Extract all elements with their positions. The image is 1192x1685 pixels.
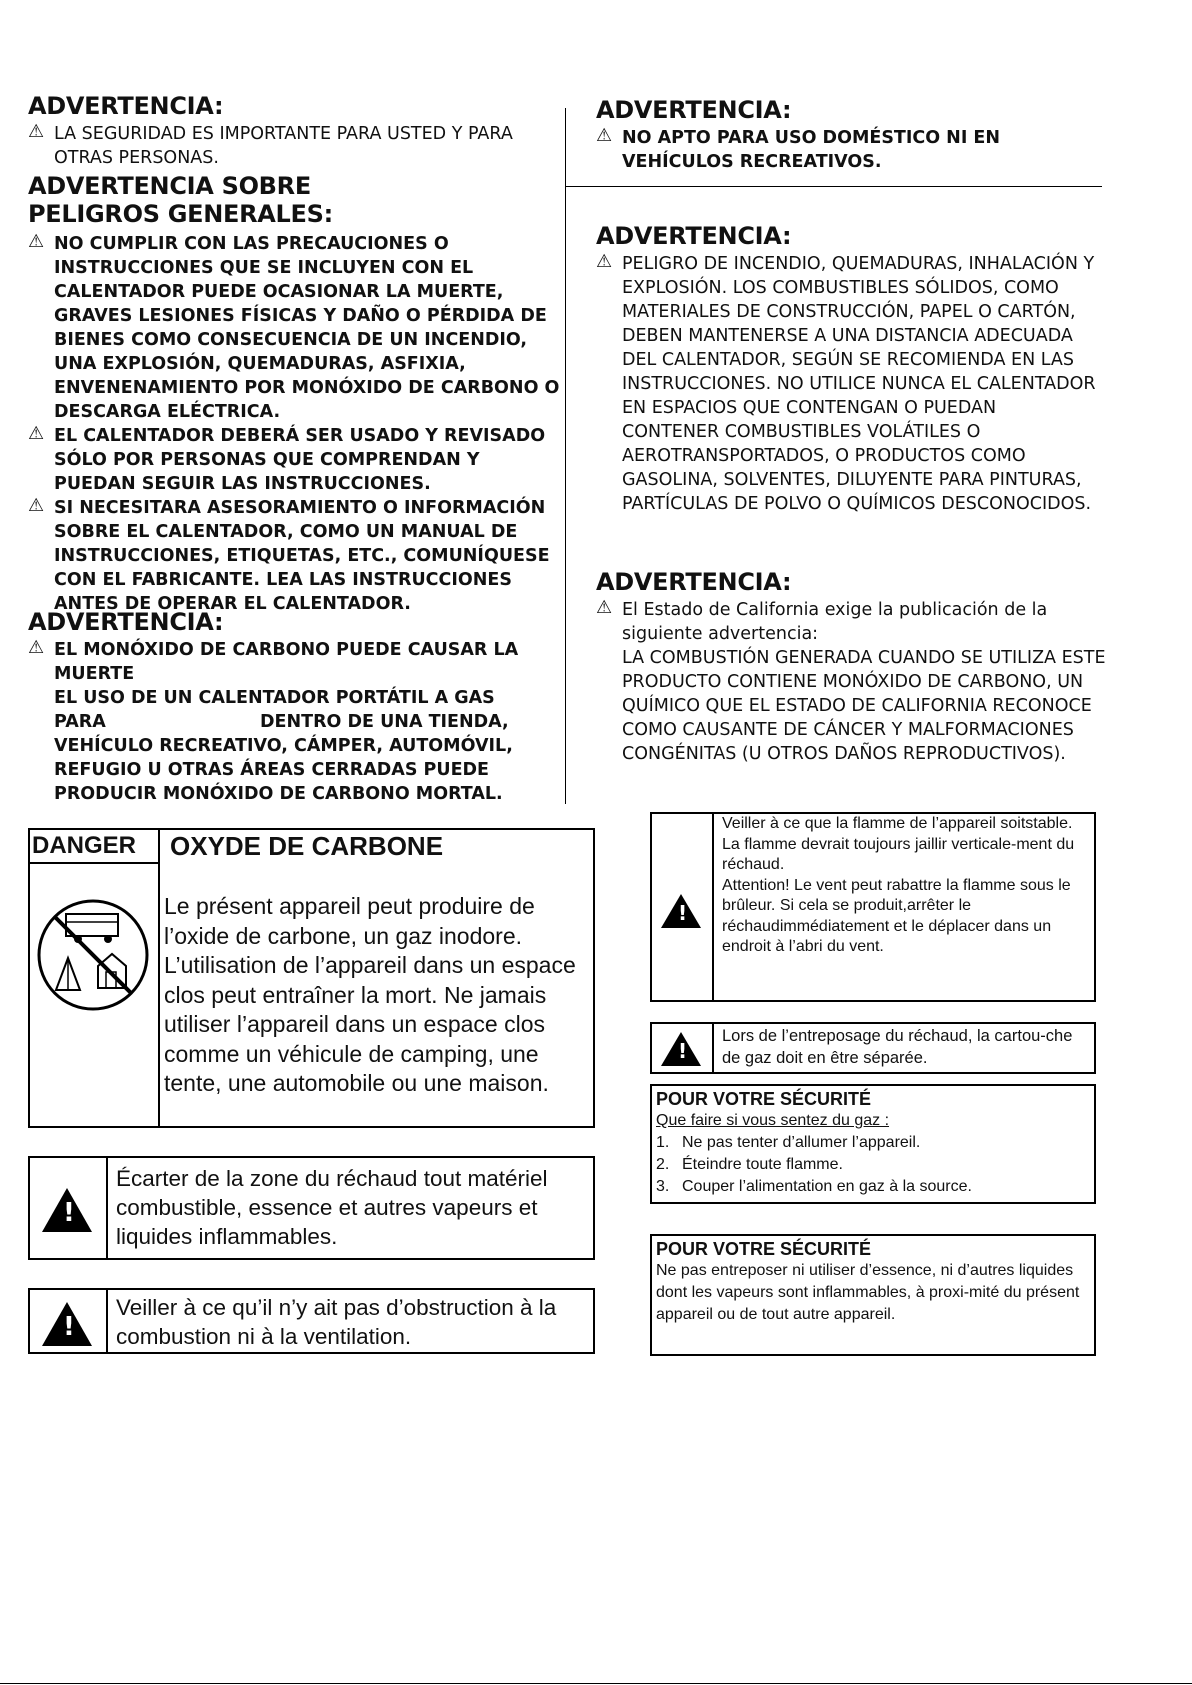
right-warning-1-title: ADVERTENCIA: <box>596 96 792 124</box>
warning-triangle-icon: ! <box>661 894 701 928</box>
left-warning-1 <box>28 92 548 170</box>
safety-box-1-title: POUR VOTRE SÉCURITÉ <box>656 1089 872 1109</box>
fr-flame-text-1: Veiller à ce que la flamme de l’appareil soitstable. <box>722 815 1073 832</box>
warning-triangle-icon: ⚠ <box>28 423 45 444</box>
left-warning-3-line-1: EL MONÓXIDO DE CARBONO PUEDE CAUSAR LA <box>54 640 519 660</box>
list-item: 3. Couper l’alimentation en gaz à la source. <box>656 1178 972 1195</box>
left-warning-2 <box>28 172 560 616</box>
warning-triangle-icon: ⚠ <box>596 125 613 146</box>
danger-box <box>28 828 595 1128</box>
fr-flame-box <box>650 812 1096 1002</box>
warning-triangle-icon: ⚠ <box>596 251 613 272</box>
fr-ventilation-box <box>28 1288 595 1354</box>
safety-box-2-title: POUR VOTRE SÉCURITÉ <box>656 1239 872 1259</box>
left-warning-2-item-3: SI NECESITARA ASESORAMIENTO O INFORMACIÓN SOBRE EL CALENTADOR, COMO UN MANUAL DE INSTRUCCIONES, ETIQUETAS, ETC., COMUNÍQUESE CON EL FABRICANTE. LEA LAS INSTRUCCIONES ANTES DE OPERAR EL CALENTADOR. <box>54 498 550 614</box>
no-camping-tent-icon <box>34 896 152 1014</box>
left-warning-2-item-2: EL CALENTADOR DEBERÁ SER USADO Y REVISADO SÓLO POR PERSONAS QUE COMPRENDAN Y PUEDAN SEGUIR LAS INSTRUCCIONES. <box>54 426 546 494</box>
fr-combustible-box <box>28 1156 595 1260</box>
safety-box-1-subtitle: Que faire si vous sentez du gaz : <box>656 1112 890 1129</box>
fr-flame-text-2: La flamme devrait toujours jaillir verticale-ment du réchaud. <box>722 835 1075 873</box>
left-warning-3-line-8: PRODUCIR MONÓXIDO DE CARBONO MORTAL. <box>54 784 503 804</box>
warning-triangle-icon: ⚠ <box>596 597 613 618</box>
right-warning-3-intro: El Estado de California exige la publicación de la siguiente advertencia: <box>622 600 1048 644</box>
warning-triangle-icon: ⚠ <box>28 121 45 142</box>
warning-triangle-icon: ⚠ <box>28 495 45 516</box>
right-warning-3-text: LA COMBUSTIÓN GENERADA CUANDO SE UTILIZA ESTE PRODUCTO CONTIENE MONÓXIDO DE CARBONO, UN QUÍMICO QUE EL ESTADO DE CALIFORNIA RECONOCE COMO CAUSANTE DE CÁNCER Y MALFORMACIONES CONGÉNITAS (U OTROS DAÑOS REPRODUCTIVOS). <box>622 648 1106 764</box>
left-warning-3-line-3: EL USO DE UN CALENTADOR PORTÁTIL A GAS <box>54 688 495 708</box>
warning-triangle-icon: ⚠ <box>28 637 45 658</box>
right-warning-1 <box>596 96 1096 174</box>
danger-label: DANGER <box>32 832 137 859</box>
safety-box-2 <box>650 1234 1096 1356</box>
warning-triangle-icon: ! <box>42 1188 92 1232</box>
fr-flame-text-3: Attention! Le vent peut rabattre la flamme sous le brûleur. Si cela se produit,arrêter le réchaudimmédiatement et le déplacer dans un endroit à l’abri du vent. <box>722 876 1071 955</box>
safety-box-2-text: Ne pas entreposer ni utiliser d’essence, ni d’autres liquides dont les vapeurs sont inflammables, à proxi-mité du présent appareil ou de tout autre appareil. <box>656 1262 1080 1323</box>
column-divider <box>565 108 566 804</box>
right-warning-2 <box>596 222 1096 516</box>
fr-combustible-text: Écarter de la zone du réchaud tout matériel combustible, essence et autres vapeurs et liquides inflammables. <box>116 1166 548 1249</box>
right-warning-1-text: NO APTO PARA USO DOMÉSTICO NI EN VEHÍCULOS RECREATIVOS. <box>622 128 1001 172</box>
left-warning-3-line-7: REFUGIO U OTRAS ÁREAS CERRADAS PUEDE <box>54 760 490 780</box>
fr-storage-text: Lors de l’entreposage du réchaud, la cartou-che de gaz doit en être séparée. <box>722 1027 1073 1067</box>
safety-box-1 <box>650 1084 1096 1204</box>
right-warning-3 <box>596 568 1106 766</box>
left-warning-2-title: ADVERTENCIA SOBRE PELIGROS GENERALES: <box>28 172 333 228</box>
left-warning-2-item-1: NO CUMPLIR CON LAS PRECAUCIONES O INSTRUCCIONES QUE SE INCLUYEN CON EL CALENTADOR PUEDE OCASIONAR LA MUERTE, GRAVES LESIONES FÍSICAS Y DAÑO O PÉRDIDA DE BIENES COMO CONSECUENCIA DE UN INCENDIO, UNA EXPLOSIÓN, QUEMADURAS, ASFIXIA, ENVENENAMIENTO POR MONÓXIDO DE CARBONO O DESCARGA ELÉCTRICA. <box>54 234 560 422</box>
warning-triangle-icon: ! <box>661 1032 701 1066</box>
left-warning-1-title: ADVERTENCIA: <box>28 92 224 120</box>
page-bottom-rule <box>0 1683 1192 1684</box>
danger-label-cell <box>30 830 160 864</box>
fr-storage-box <box>650 1022 1096 1074</box>
right-warning-2-text: PELIGRO DE INCENDIO, QUEMADURAS, INHALACIÓN Y EXPLOSIÓN. LOS COMBUSTIBLES SÓLIDOS, COMO MATERIALES DE CONSTRUCCIÓN, PAPEL O CARTÓN, DEBEN MANTENERSE A UNA DISTANCIA ADECUADA DEL CALENTADOR, SEGÚN SE RECOMIENDA EN LAS INSTRUCCIONES. NO UTILICE NUNCA EL CALENTADOR EN ESPACIOS QUE CONTENGAN O PUEDAN CONTENER COMBUSTIBLES VOLÁTILES O AEROTRANSPORTADOS, O PRODUCTOS COMO GASOLINA, SOLVENTES, DILUYENTE PARA PINTURAS, PARTÍCULAS DE POLVO O QUÍMICOS DESCONOCIDOS. <box>622 254 1096 514</box>
danger-text: Le présent appareil peut produire de l’oxide de carbone, un gaz inodore. L’utilisation de l’appareil dans un espace clos peut entraîner la mort. Ne jamais utiliser l’appareil dans un espace clos comme un véhicule de camping, une tente, une automobile ou une maison. <box>164 893 576 1096</box>
left-warning-3 <box>28 608 548 806</box>
left-warning-3-line-4: PARA <box>54 712 106 732</box>
list-item: 1. Ne pas tenter d’allumer l’appareil. <box>656 1134 921 1151</box>
fr-ventilation-text: Veiller à ce qu’il n’y ait pas d’obstruction à la combustion ni à la ventilation. <box>116 1295 557 1349</box>
left-warning-3-line-6: VEHÍCULO RECREATIVO, CÁMPER, AUTOMÓVIL, <box>54 736 513 756</box>
right-section-rule <box>565 186 1102 187</box>
left-warning-1-text: LA SEGURIDAD ES IMPORTANTE PARA USTED Y PARA OTRAS PERSONAS. <box>54 124 513 168</box>
right-warning-3-title: ADVERTENCIA: <box>596 568 792 596</box>
warning-triangle-icon: ! <box>42 1302 92 1346</box>
right-warning-2-title: ADVERTENCIA: <box>596 222 792 250</box>
left-warning-3-line-2: MUERTE <box>54 664 135 684</box>
list-item: 2. Éteindre toute flamme. <box>656 1156 843 1173</box>
danger-title: OXYDE DE CARBONE <box>170 831 444 861</box>
left-warning-3-line-5: DENTRO DE UNA TIENDA, <box>260 712 509 732</box>
left-warning-3-title: ADVERTENCIA: <box>28 608 224 636</box>
warning-triangle-icon: ⚠ <box>28 231 45 252</box>
